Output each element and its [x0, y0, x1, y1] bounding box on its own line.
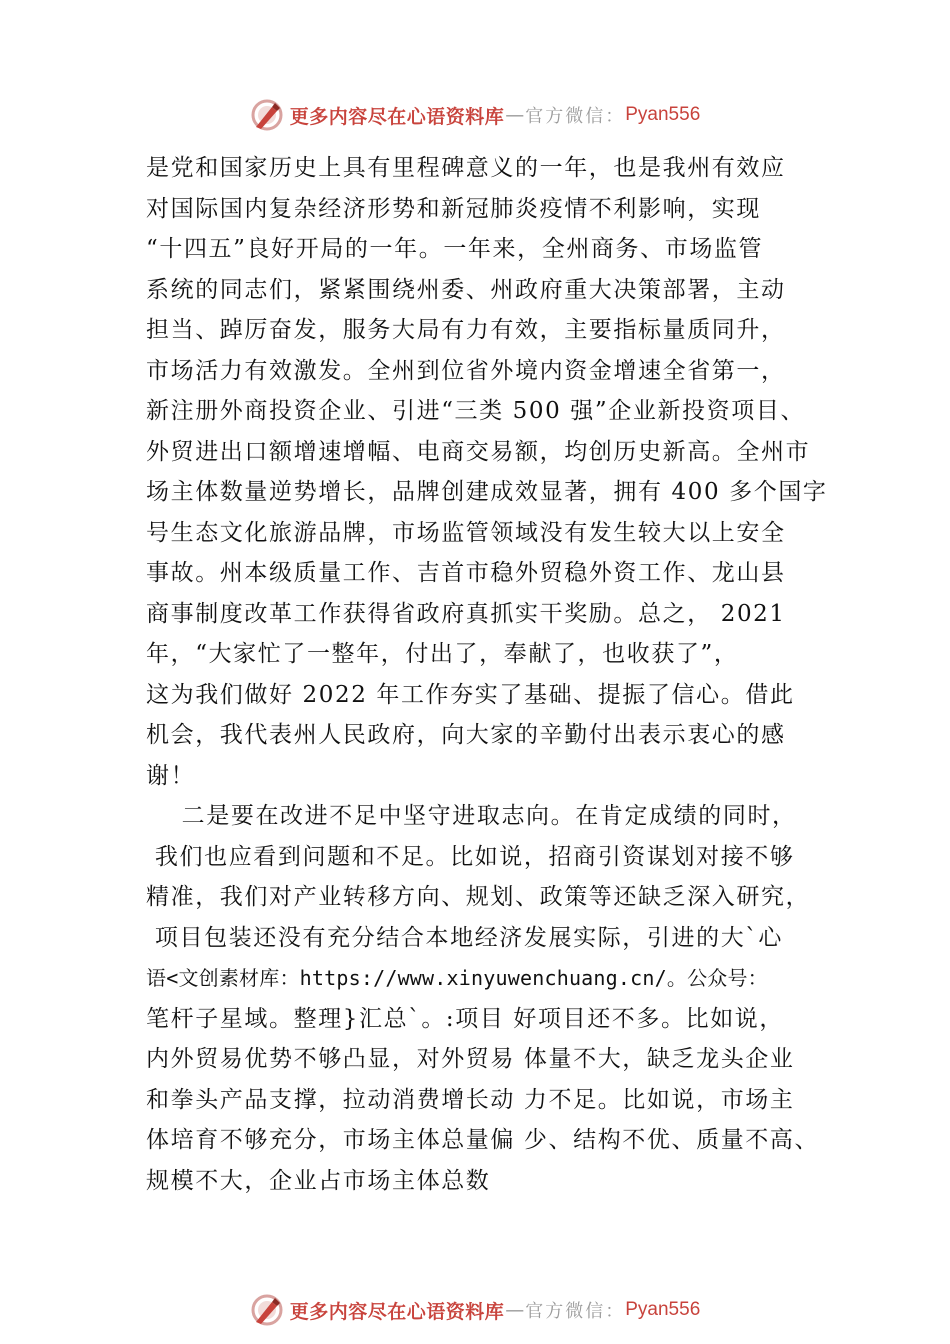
body-line: 我们也应看到问题和不足。比如说，招商引资谋划对接不够 [146, 843, 795, 870]
header-watermark-banner [0, 95, 950, 135]
body-line: 对国际国内复杂经济形势和新冠肺炎疫情不利影响，实现 [146, 195, 761, 222]
body-line: 年，“大家忙了一整年，付出了，奉献了，也收获了”， [146, 641, 739, 667]
document-body [146, 148, 846, 1201]
banner-wechat-id: Pyan556 [625, 1299, 701, 1320]
banner-wechat-label: 官方微信： [525, 1301, 626, 1322]
banner-main-text: 更多内容尽在心语资料库 [289, 105, 505, 128]
pen-logo-icon [250, 98, 284, 132]
body-line: 号生态文化旅游品牌，市场监管领域没有发生较大以上安全 [146, 519, 786, 546]
body-line: 精准，我们对产业转移方向、规划、政策等还缺乏深入研究， [146, 884, 811, 910]
banner-wechat-label: 官方微信： [525, 106, 626, 127]
body-line: 内外贸易优势不够凸显，对外贸易 体量不大，缺乏龙头企业 [146, 1046, 795, 1072]
body-line: “十四五”良好开局的一年。一年来，全州商务、市场监管 [146, 236, 764, 262]
pen-logo-icon [250, 1293, 284, 1327]
body-line: 规模不大，企业占市场主体总数 [146, 1167, 491, 1194]
body-line: 场主体数量逆势增长，品牌创建成效显著，拥有 400 多个国字 [146, 479, 828, 505]
body-line: 项目包装还没有充分结合本地经济发展实际，引进的大`心 [146, 924, 784, 951]
body-line: 谢！ [146, 762, 196, 789]
body-line-source-url: 语<文创素材库：https://www.xinyuwenchuang.cn/。公众号： [146, 966, 768, 990]
body-line: 笔杆子星域。整理}汇总`。:项目 好项目还不多。比如说， [146, 1005, 784, 1032]
banner-main-text: 更多内容尽在心语资料库 [289, 1300, 505, 1323]
body-line: 机会，我代表州人民政府，向大家的辛勤付出表示衷心的感 [146, 722, 786, 748]
body-line-paragraph-start: 二是要在改进不足中坚守进取志向。在肯定成绩的同时， [146, 803, 797, 829]
banner-wechat-id: Pyan556 [625, 104, 701, 125]
footer-watermark-banner [0, 1290, 950, 1330]
body-line: 市场活力有效激发。全州到位省外境内资金增速全省第一， [146, 357, 786, 384]
body-line: 体培育不够充分，市场主体总量偏 少、结构不优、质量不高、 [146, 1127, 820, 1153]
body-line: 商事制度改革工作获得省政府真抓实干奖励。总之， 2021 [146, 600, 786, 627]
body-line: 是党和国家历史上具有里程碑意义的一年，也是我州有效应 [146, 155, 786, 181]
body-line: 担当、踔厉奋发，服务大局有力有效，主要指标量质同升， [146, 317, 786, 343]
banner-dash: — [505, 1299, 525, 1321]
body-line: 事故。州本级质量工作、吉首市稳外贸稳外资工作、龙山县 [146, 560, 786, 586]
banner-dash: — [505, 104, 525, 126]
body-line: 新注册外商投资企业、引进“三类 500 强”企业新投资项目、 [146, 398, 806, 424]
body-line: 外贸进出口额增速增幅、电商交易额，均创历史新高。全州市 [146, 438, 811, 465]
body-line: 和拳头产品支撑，拉动消费增长动 力不足。比如说，市场主 [146, 1086, 795, 1113]
body-line: 这为我们做好 2022 年工作夯实了基础、提振了信心。借此 [146, 681, 795, 708]
body-line: 系统的同志们，紧紧围绕州委、州政府重大决策部署，主动 [146, 276, 786, 303]
